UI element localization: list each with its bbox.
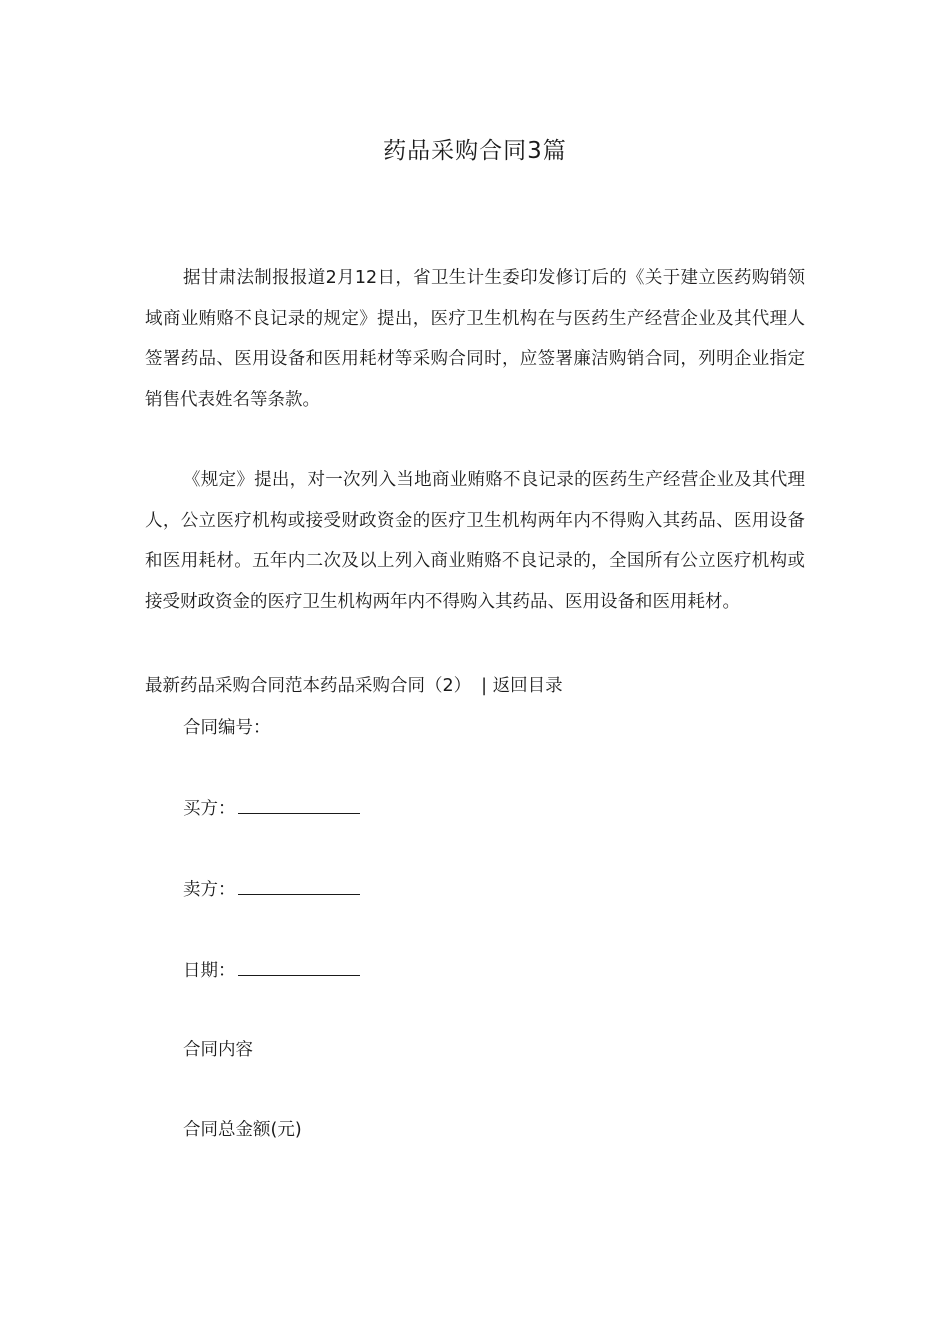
back-to-toc-link[interactable]: | 返回目录 <box>481 676 563 696</box>
contract-number-field <box>183 712 271 744</box>
buyer-blank-line <box>238 791 360 814</box>
contract-content-heading: 合同内容 <box>183 1040 253 1060</box>
document-title: 药品采购合同3篇 <box>383 138 567 164</box>
seller-blank-line <box>238 872 360 895</box>
date-blank-line <box>238 953 360 976</box>
seller-label: 卖方： <box>183 880 236 900</box>
buyer-label: 买方： <box>183 799 236 819</box>
paragraph-1: 据甘肃法制报报道2月12日，省卫生计生委印发修订后的《关于建立医药购销领域商业贿赂不良记录的规定》提出，医疗卫生机构在与医药生产经营企业及其代理人签署药品、医用设备和医用耗材等采购合同时，应签署廉洁购销合同，列明企业指定销售代表姓名等条款。 <box>145 268 805 410</box>
date-label: 日期： <box>183 961 236 981</box>
contract-total-amount-heading: 合同总金额(元) <box>183 1120 302 1140</box>
subheading-text: 最新药品采购合同范本药品采购合同（2） <box>145 676 472 696</box>
buyer-field <box>183 791 360 825</box>
paragraph-2: 《规定》提出，对一次列入当地商业贿赂不良记录的医药生产经营企业及其代理人，公立医疗机构或接受财政资金的医疗卫生机构两年内不得购入其药品、医用设备和医用耗材。五年内二次及以上列入商业贿赂不良记录的，全国所有公立医疗机构或接受财政资金的医疗卫生机构两年内不得购入其药品、医用设备和医用耗材。 <box>145 470 805 612</box>
seller-field <box>183 872 360 906</box>
contract-number-label: 合同编号： <box>183 718 271 738</box>
date-field <box>183 953 360 987</box>
section-subheading <box>145 670 563 702</box>
